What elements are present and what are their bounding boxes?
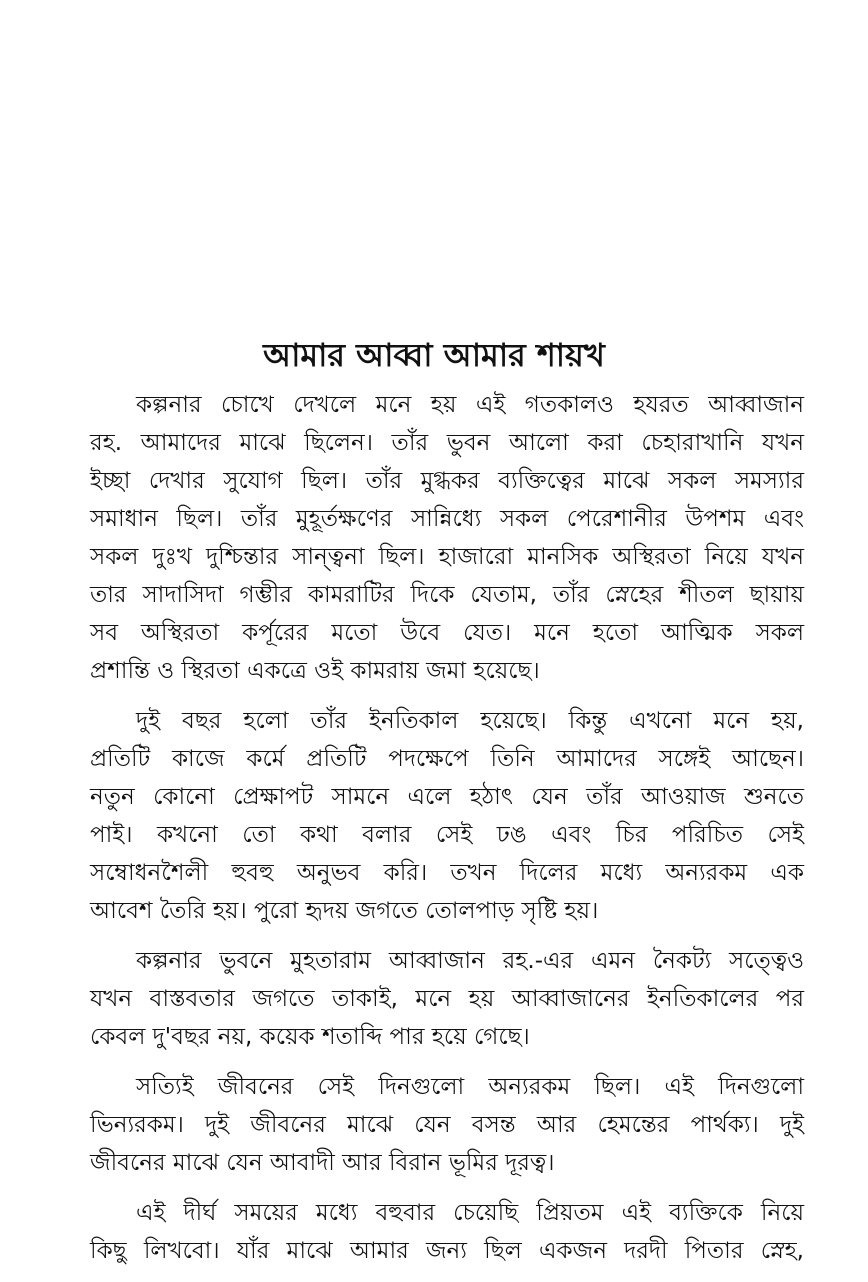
text-line: যখন বাস্তবতার জগতে তাকাই, মনে হয় আব্বাজানের ইনতিকালের পর — [90, 986, 804, 1012]
text-line: পাই। কখনো তো কথা বলার সেই ঢঙ এবং চির পরিচিত সেই — [90, 822, 804, 848]
text-line: আবেশ তৈরি হয়। পুরো হৃদয় জগতে তোলপাড় সৃষ্টি হয়। — [90, 898, 599, 924]
text-line: এই দীর্ঘ সময়ের মধ্যে বহুবার চেয়েছি প্রিয়তম এই ব্যক্তিকে নিয়ে — [136, 1200, 804, 1226]
paragraph-2 — [90, 702, 804, 930]
text-line: সকল দুঃখ দুশ্চিন্তার সান্ত্বনা ছিল। হাজারো মানসিক অস্থিরতা নিয়ে যখন — [90, 544, 804, 570]
text-line: কল্পনার ভুবনে মুহতারাম আব্বাজান রহ.-এর এমন নৈকট্য সত্ত্বেও — [136, 948, 804, 974]
text-line: কিছু লিখবো। যাঁর মাঝে আমার জন্য ছিল একজন দরদী পিতার স্নেহ, — [90, 1238, 804, 1264]
text-line: সব অস্থিরতা কর্পূরের মতো উবে যেত। মনে হতো আত্মিক সকল — [90, 620, 804, 646]
paragraph-5 — [90, 1194, 804, 1270]
text-line: কেবল দু'বছর নয়, কয়েক শতাব্দি পার হয়ে গেছে। — [90, 1024, 530, 1050]
text-line: ভিন্যরকম। দুই জীবনের মাঝে যেন বসন্ত আর হেমন্তের পার্থক্য। দুই — [90, 1112, 804, 1138]
chapter-title: আমার আব্বা আমার শায়খ — [263, 336, 605, 374]
text-line: ইচ্ছা দেখার সুযোগ ছিল। তাঁর মুগ্ধকর ব্যক্তিত্বের মাঝে সকল সমস্যার — [90, 468, 804, 494]
text-line: সমাধান ছিল। তাঁর মুহূর্তক্ষণের সান্নিধ্যে সকল পেরেশানীর উপশম এবং — [90, 506, 804, 532]
paragraph-3 — [90, 942, 804, 1056]
text-line: দুই বছর হলো তাঁর ইনতিকাল হয়েছে। কিন্তু এখনো মনে হয়, — [136, 708, 804, 734]
text-line: রহ. আমাদের মাঝে ছিলেন। তাঁর ভুবন আলো করা চেহারাখানি যখন — [90, 430, 804, 456]
text-line: সম্বোধনশৈলী হুবহু অনুভব করি। তখন দিলের মধ্যে অন্যরকম এক — [90, 860, 804, 886]
text-line: সত্যিই জীবনের সেই দিনগুলো অন্যরকম ছিল। এই দিনগুলো — [136, 1074, 804, 1100]
text-line: জীবনের মাঝে যেন আবাদী আর বিরান ভূমির দূরত্ব। — [90, 1150, 555, 1176]
chapter-body — [90, 386, 804, 1282]
text-line: তার সাদাসিদা গম্ভীর কামরাটির দিকে যেতাম, তাঁর স্নেহের শীতল ছায়ায় — [90, 582, 804, 608]
text-line: কল্পনার চোখে দেখলে মনে হয় এই গতকালও হযরত আব্বাজান — [136, 392, 804, 418]
text-line: প্রতিটি কাজে কর্মে প্রতিটি পদক্ষেপে তিনি আমাদের সঙ্গেই আছেন। — [90, 746, 804, 772]
text-line: প্রশান্তি ও স্থিরতা একত্রে ওই কামরায় জমা হয়েছে। — [90, 658, 540, 684]
text-line: নতুন কোনো প্রেক্ষাপট সামনে এলে হঠাৎ যেন তাঁর আওয়াজ শুনতে — [90, 784, 804, 810]
paragraph-1 — [90, 386, 804, 690]
paragraph-4 — [90, 1068, 804, 1182]
